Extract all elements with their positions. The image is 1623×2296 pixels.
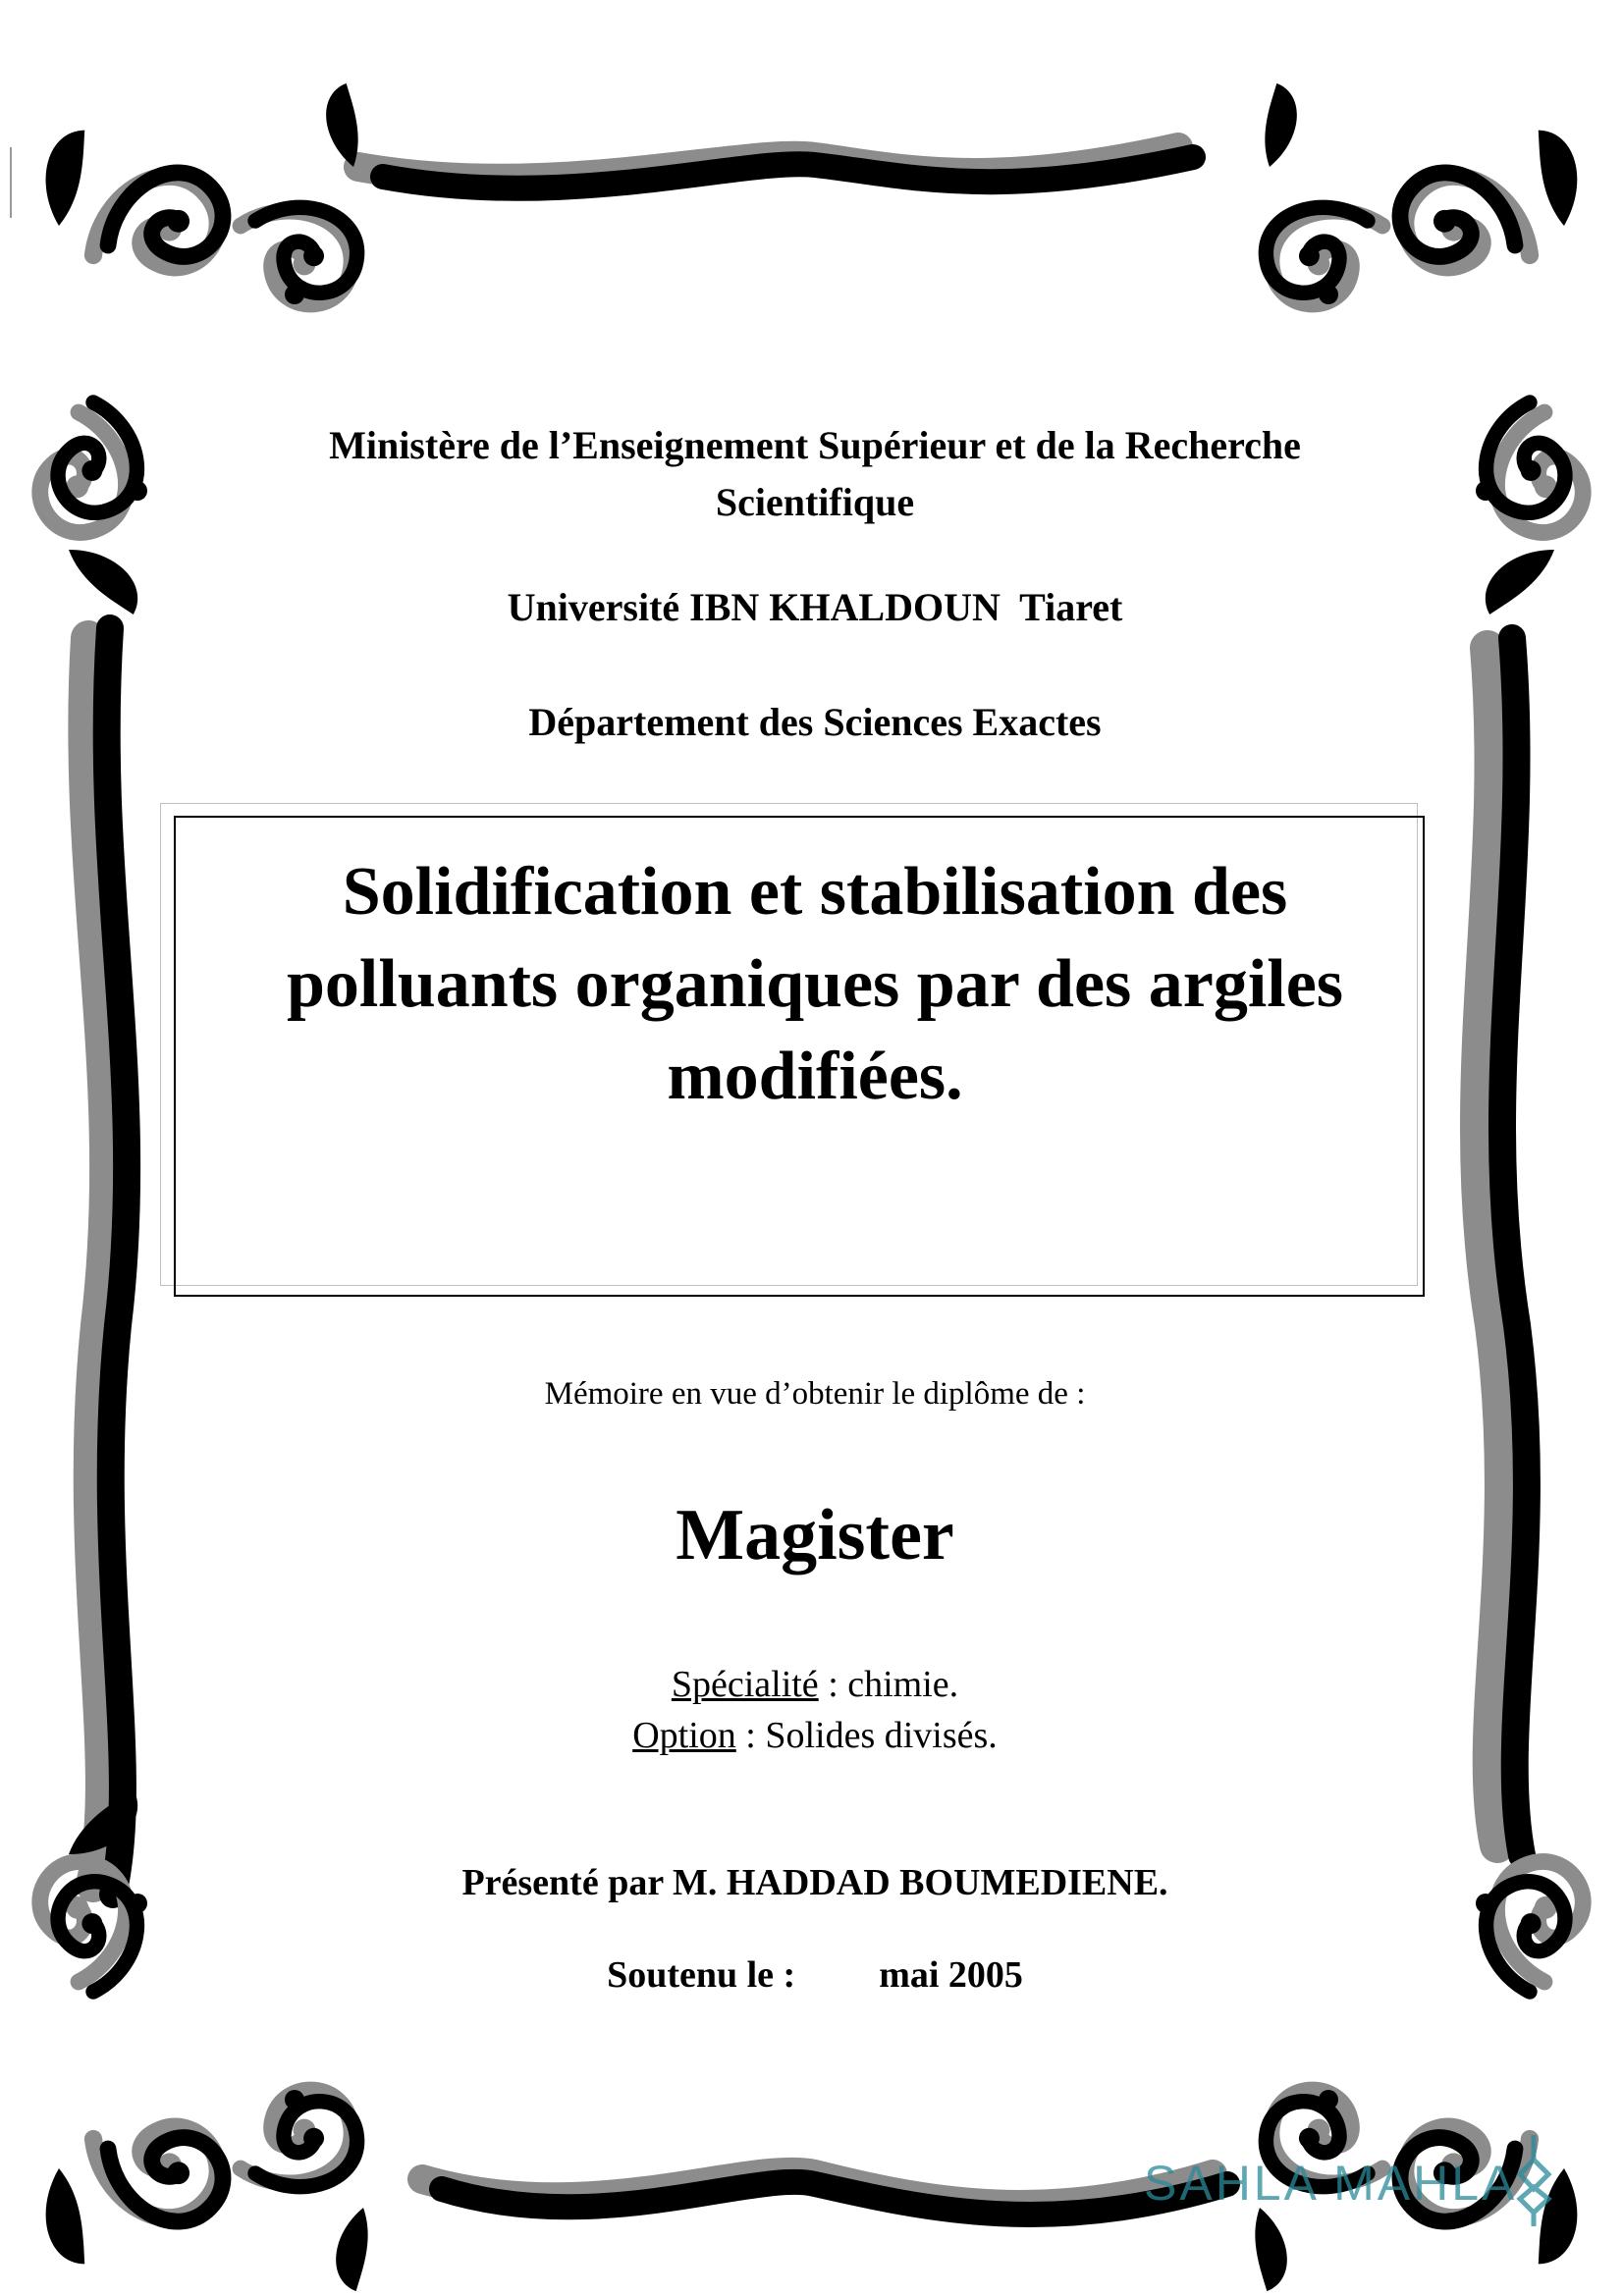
ministry-line-1: Ministère de l’Enseignement Supérieur et de la Recherche bbox=[329, 423, 1301, 467]
presented-by: Présenté par M. HADDAD BOUMEDIENE. bbox=[461, 1862, 1168, 1903]
defense-date-line bbox=[167, 1953, 1463, 1997]
speciality-value: : chimie. bbox=[818, 1664, 959, 1705]
defense-label: Soutenu le : bbox=[607, 1954, 796, 1996]
speciality-label: Spécialité bbox=[671, 1664, 819, 1705]
watermark-emblem-icon bbox=[1512, 2130, 1556, 2228]
ministry-line-2: Scientifique bbox=[715, 480, 915, 524]
speciality-block bbox=[167, 1659, 1463, 1761]
defense-date: mai 2005 bbox=[879, 1954, 1023, 1996]
title-line-2: polluants organiques par des argiles bbox=[286, 946, 1344, 1022]
option-line bbox=[167, 1710, 1463, 1761]
watermark-text: SAHLA MAHLA bbox=[1144, 2156, 1518, 2211]
corner-ornament-bottom-left bbox=[22, 1777, 379, 2293]
option-label: Option bbox=[632, 1715, 736, 1756]
diploma-intro: Mémoire en vue d’obtenir le diplôme de : bbox=[544, 1376, 1086, 1412]
corner-ornament-top-left bbox=[22, 80, 369, 626]
title-line-3: modifiées. bbox=[667, 1039, 963, 1114]
degree-name: Magister bbox=[676, 1495, 954, 1575]
ministry-heading bbox=[167, 417, 1463, 531]
title-line-1: Solidification et stabilisation des bbox=[342, 854, 1288, 930]
speciality-line bbox=[167, 1659, 1463, 1710]
edge-mark bbox=[10, 147, 12, 218]
watermark-logo bbox=[1144, 2155, 1556, 2223]
thesis-title bbox=[167, 846, 1463, 1123]
corner-ornament-top-right bbox=[1254, 80, 1601, 626]
university-name: Université IBN KHALDOUN Tiaret bbox=[507, 585, 1123, 629]
option-value: : Solides divisés. bbox=[735, 1715, 998, 1756]
department-name: Département des Sciences Exactes bbox=[528, 700, 1102, 744]
